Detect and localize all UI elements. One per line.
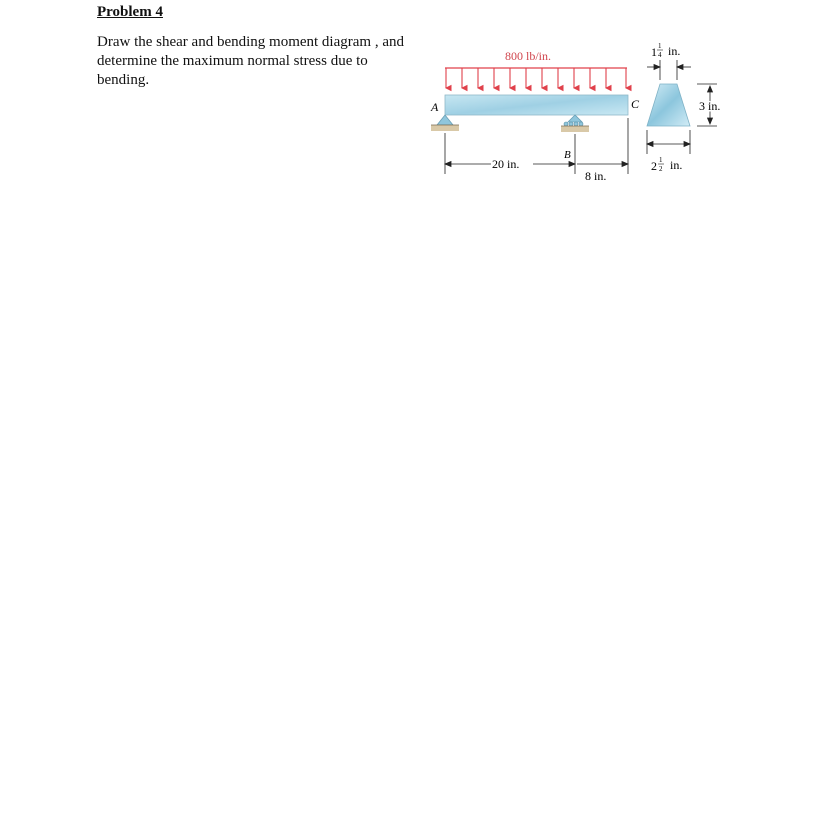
beam-figure [425,26,727,191]
cross-section-trapezoid [647,84,690,126]
section-bottom-dim [647,130,690,154]
beam-diagram-svg [425,26,727,191]
section-bottom-whole: 2 [651,159,657,173]
section-top-num: 1 [658,42,662,50]
section-top-dim [647,60,691,80]
problem-prompt: Draw the shear and bending moment diagram , and determine the maximum normal stress due to bending. [97,34,404,88]
section-height-label: 3 in. [699,99,721,113]
beam [445,95,628,115]
dim-ab-label: 20 in. [492,157,520,171]
section-top-unit: in. [668,44,681,58]
section-bottom-unit: in. [670,158,683,172]
section-top-whole: 1 [651,45,657,59]
dim-bc-label: 8 in. [585,169,607,183]
point-c-label: C [631,97,640,111]
section-bottom-num: 1 [659,156,663,164]
roller-support-b [561,115,589,132]
pin-support-a [431,115,459,131]
point-a-label: A [431,100,439,114]
point-b-label: B [564,149,571,161]
dimension-lines [445,118,628,174]
section-bottom-den: 2 [659,165,663,173]
problem-title: Problem 4 [97,4,163,20]
load-label: 800 lb/in. [505,49,552,63]
section-top-den: 4 [658,51,662,59]
load-arrows [446,68,626,88]
